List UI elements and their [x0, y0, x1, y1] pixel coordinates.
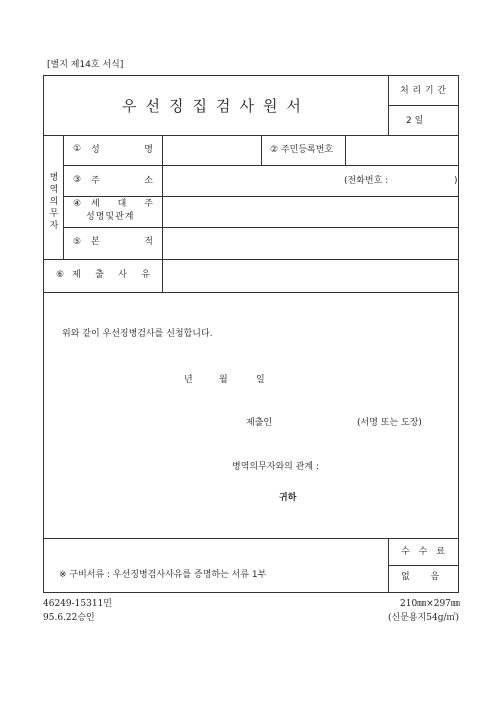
date-month: 월 [219, 375, 228, 385]
form-number: [별지 제14호 서식] [47, 60, 124, 70]
form-code: 46249-15311민 [43, 599, 112, 609]
address-label: 주 소 [91, 176, 153, 186]
application-form [43, 75, 459, 593]
applicant-label: 병역 의무 자 [49, 173, 59, 231]
date-year: 년 [184, 375, 193, 385]
fee-value: 없 음 [401, 572, 440, 582]
phone-close: ) [454, 176, 458, 186]
phone-label: (전화번호 : [344, 176, 389, 186]
application-statement: 위와 같이 우선징병검사를 신청합니다. [62, 329, 213, 339]
processing-period-value: 2 일 [406, 116, 424, 126]
approval-date: 95.6.22승인 [43, 613, 95, 623]
reason-label: 제 출 사 유 [72, 270, 150, 280]
paper-type: (신문용지54g/㎡) [388, 613, 460, 623]
form-title: 우선징집검사원서 [122, 97, 310, 115]
name-number: ① [73, 144, 82, 154]
fee-label: 수 수 료 [401, 547, 445, 557]
householder-label: 세 대 주 [91, 199, 153, 209]
householder-number: ④ [73, 199, 82, 209]
date-day: 일 [256, 375, 265, 385]
resident-number-label: ② 주민등록번호 [270, 145, 334, 155]
name-label: 성 명 [91, 145, 153, 155]
address-number: ③ [73, 175, 82, 185]
submitter-label: 제출인 [246, 418, 273, 428]
required-documents: ※ 구비서류 : 우선징병검사사유를 증명하는 서류 1부 [59, 570, 267, 580]
domicile-label: 본 적 [91, 237, 153, 247]
addressee: 귀하 [279, 493, 297, 503]
processing-period-label: 처 리 기 간 [400, 86, 446, 96]
householder-sublabel: 성명및관계 [86, 212, 135, 222]
relation-label: 병역의무자와의 관계 : [232, 462, 320, 472]
domicile-number: ⑤ [73, 237, 82, 247]
paper-size: 210㎜×297㎜ [400, 599, 460, 609]
signature-note: (서명 또는 도장) [357, 418, 422, 428]
reason-number: ⑥ [56, 270, 65, 280]
